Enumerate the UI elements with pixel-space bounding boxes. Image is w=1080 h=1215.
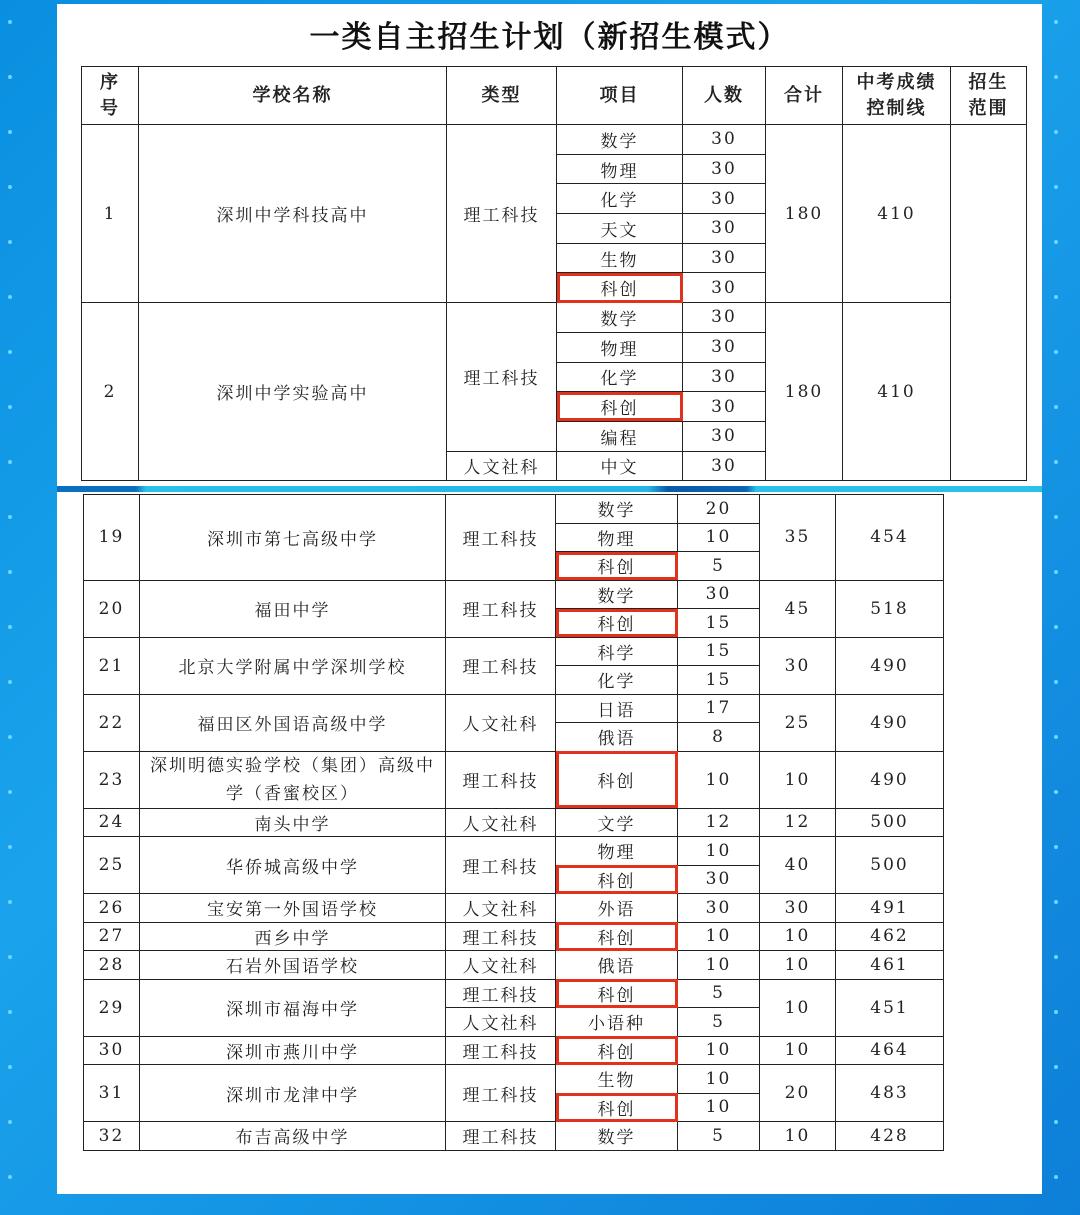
count-cell: 30 bbox=[683, 451, 766, 481]
item-cell: 科创 bbox=[556, 979, 678, 1008]
decorative-dot bbox=[1054, 955, 1058, 959]
decorative-dot bbox=[8, 185, 12, 189]
decorative-dot bbox=[1054, 570, 1058, 574]
decorative-dot bbox=[8, 955, 12, 959]
decorative-dot bbox=[1054, 1120, 1058, 1124]
decorative-dot bbox=[1054, 460, 1058, 464]
school-name-cell: 华侨城高级中学 bbox=[140, 837, 446, 894]
table-row bbox=[84, 1122, 944, 1151]
decorative-dot bbox=[8, 845, 12, 849]
school-name-cell: 西乡中学 bbox=[140, 922, 446, 951]
total-cell: 30 bbox=[760, 894, 836, 923]
decorative-dot bbox=[1054, 75, 1058, 79]
header-type: 类型 bbox=[447, 67, 557, 125]
count-cell: 20 bbox=[678, 495, 760, 524]
score-cell: 490 bbox=[836, 637, 944, 694]
table-row bbox=[82, 303, 1027, 333]
total-cell: 10 bbox=[760, 979, 836, 1036]
seq-cell: 19 bbox=[84, 495, 140, 581]
count-cell: 12 bbox=[678, 808, 760, 837]
decorative-dots-right bbox=[1054, 0, 1068, 1215]
type-cell: 理工科技 bbox=[446, 1122, 556, 1151]
item-cell: 科创 bbox=[557, 392, 683, 422]
table-body-bottom bbox=[84, 495, 944, 1151]
item-cell: 小语种 bbox=[556, 1008, 678, 1037]
header-seq: 序号 bbox=[82, 67, 139, 125]
seq-cell: 1 bbox=[82, 125, 139, 303]
count-cell: 10 bbox=[678, 1093, 760, 1122]
score-cell: 500 bbox=[836, 837, 944, 894]
decorative-dot bbox=[8, 625, 12, 629]
seq-cell: 20 bbox=[84, 580, 140, 637]
decorative-dot bbox=[8, 75, 12, 79]
score-cell: 454 bbox=[836, 495, 944, 581]
score-cell: 428 bbox=[836, 1122, 944, 1151]
decorative-dot bbox=[8, 240, 12, 244]
total-cell: 45 bbox=[760, 580, 836, 637]
item-cell: 中文 bbox=[557, 451, 683, 481]
item-cell: 日语 bbox=[556, 694, 678, 723]
seq-cell: 24 bbox=[84, 808, 140, 837]
header-score: 中考成绩控制线 bbox=[843, 67, 951, 125]
count-cell: 30 bbox=[683, 303, 766, 333]
item-cell: 数学 bbox=[556, 495, 678, 524]
table-header-row bbox=[82, 67, 1027, 125]
score-cell: 461 bbox=[836, 951, 944, 980]
item-cell: 数学 bbox=[556, 1122, 678, 1151]
school-name-cell: 北京大学附属中学深圳学校 bbox=[140, 637, 446, 694]
school-name-cell: 南头中学 bbox=[140, 808, 446, 837]
school-name-cell: 福田区外国语高级中学 bbox=[140, 694, 446, 751]
count-cell: 5 bbox=[678, 552, 760, 581]
total-cell: 35 bbox=[760, 495, 836, 581]
header-count: 人数 bbox=[683, 67, 766, 125]
decorative-dots-left bbox=[8, 0, 22, 1215]
decorative-dot bbox=[8, 1010, 12, 1014]
table-row bbox=[84, 637, 944, 666]
school-name-cell: 深圳中学实验高中 bbox=[139, 303, 447, 481]
table-row bbox=[84, 694, 944, 723]
header-item: 项目 bbox=[557, 67, 683, 125]
count-cell: 15 bbox=[678, 637, 760, 666]
header-school: 学校名称 bbox=[139, 67, 447, 125]
seq-cell: 32 bbox=[84, 1122, 140, 1151]
item-cell: 天文 bbox=[557, 214, 683, 244]
decorative-dot bbox=[8, 790, 12, 794]
decorative-dot bbox=[8, 735, 12, 739]
decorative-dot bbox=[8, 680, 12, 684]
decorative-dot bbox=[1054, 735, 1058, 739]
seq-cell: 2 bbox=[82, 303, 139, 481]
decorative-dot bbox=[1054, 790, 1058, 794]
decorative-dot bbox=[8, 460, 12, 464]
seq-cell: 25 bbox=[84, 837, 140, 894]
item-cell: 数学 bbox=[556, 580, 678, 609]
type-cell: 理工科技 bbox=[446, 1065, 556, 1122]
count-cell: 8 bbox=[678, 723, 760, 752]
school-name-cell: 深圳市福海中学 bbox=[140, 979, 446, 1036]
count-cell: 30 bbox=[683, 332, 766, 362]
count-cell: 30 bbox=[678, 894, 760, 923]
table-row bbox=[84, 808, 944, 837]
decorative-dot bbox=[1054, 845, 1058, 849]
school-name-cell: 宝安第一外国语学校 bbox=[140, 894, 446, 923]
table-row bbox=[84, 979, 944, 1008]
score-cell: 410 bbox=[843, 303, 951, 481]
seq-cell: 22 bbox=[84, 694, 140, 751]
item-cell: 科创 bbox=[556, 609, 678, 638]
item-cell: 科学 bbox=[556, 637, 678, 666]
table-body-top bbox=[82, 125, 1027, 481]
decorative-dot bbox=[1054, 1010, 1058, 1014]
decorative-dot bbox=[1054, 130, 1058, 134]
count-cell: 30 bbox=[683, 125, 766, 155]
seq-cell: 29 bbox=[84, 979, 140, 1036]
score-cell: 451 bbox=[836, 979, 944, 1036]
score-cell: 462 bbox=[836, 922, 944, 951]
total-cell: 10 bbox=[760, 951, 836, 980]
item-cell: 数学 bbox=[557, 125, 683, 155]
school-name-cell: 深圳市龙津中学 bbox=[140, 1065, 446, 1122]
score-cell: 490 bbox=[836, 694, 944, 751]
panel-separator bbox=[57, 486, 1042, 492]
item-cell: 科创 bbox=[556, 751, 678, 808]
item-cell: 物理 bbox=[557, 154, 683, 184]
item-cell: 科创 bbox=[556, 552, 678, 581]
count-cell: 5 bbox=[678, 979, 760, 1008]
decorative-dot bbox=[8, 900, 12, 904]
count-cell: 30 bbox=[683, 392, 766, 422]
count-cell: 30 bbox=[683, 154, 766, 184]
count-cell: 30 bbox=[683, 421, 766, 451]
count-cell: 10 bbox=[678, 837, 760, 866]
school-name-cell: 深圳中学科技高中 bbox=[139, 125, 447, 303]
decorative-dot bbox=[1054, 1175, 1058, 1179]
type-cell: 理工科技 bbox=[447, 303, 557, 451]
count-cell: 30 bbox=[683, 362, 766, 392]
score-cell: 464 bbox=[836, 1036, 944, 1065]
total-cell: 180 bbox=[766, 125, 843, 303]
score-cell: 410 bbox=[843, 125, 951, 303]
total-cell: 25 bbox=[760, 694, 836, 751]
decorative-dot bbox=[1054, 680, 1058, 684]
score-cell: 483 bbox=[836, 1065, 944, 1122]
range-cell bbox=[951, 125, 1027, 481]
table-row bbox=[84, 1036, 944, 1065]
score-cell: 500 bbox=[836, 808, 944, 837]
type-cell: 人文社科 bbox=[446, 1008, 556, 1037]
decorative-dot bbox=[1054, 185, 1058, 189]
total-cell: 30 bbox=[760, 637, 836, 694]
item-cell: 物理 bbox=[556, 523, 678, 552]
count-cell: 10 bbox=[678, 751, 760, 808]
decorative-dot bbox=[1054, 240, 1058, 244]
count-cell: 5 bbox=[678, 1008, 760, 1037]
decorative-dot bbox=[8, 405, 12, 409]
total-cell: 12 bbox=[760, 808, 836, 837]
count-cell: 15 bbox=[678, 609, 760, 638]
table-row bbox=[84, 495, 944, 524]
seq-cell: 26 bbox=[84, 894, 140, 923]
seq-cell: 27 bbox=[84, 922, 140, 951]
decorative-dot bbox=[1054, 1065, 1058, 1069]
count-cell: 30 bbox=[683, 184, 766, 214]
type-cell: 人文社科 bbox=[446, 694, 556, 751]
decorative-dot bbox=[8, 130, 12, 134]
count-cell: 17 bbox=[678, 694, 760, 723]
item-cell: 化学 bbox=[557, 184, 683, 214]
type-cell: 人文社科 bbox=[446, 894, 556, 923]
decorative-dot bbox=[1054, 405, 1058, 409]
type-cell: 理工科技 bbox=[446, 922, 556, 951]
decorative-dot bbox=[8, 1175, 12, 1179]
item-cell: 数学 bbox=[557, 303, 683, 333]
school-name-cell: 布吉高级中学 bbox=[140, 1122, 446, 1151]
item-cell: 物理 bbox=[557, 332, 683, 362]
type-cell: 理工科技 bbox=[446, 837, 556, 894]
count-cell: 10 bbox=[678, 1036, 760, 1065]
decorative-dot bbox=[1054, 350, 1058, 354]
item-cell: 文学 bbox=[556, 808, 678, 837]
school-name-cell: 深圳市燕川中学 bbox=[140, 1036, 446, 1065]
item-cell: 科创 bbox=[556, 1093, 678, 1122]
total-cell: 20 bbox=[760, 1065, 836, 1122]
score-cell: 490 bbox=[836, 751, 944, 808]
enrollment-table-bottom bbox=[83, 494, 944, 1151]
total-cell: 10 bbox=[760, 1122, 836, 1151]
decorative-dot bbox=[1054, 625, 1058, 629]
item-cell: 生物 bbox=[556, 1065, 678, 1094]
table-row bbox=[84, 837, 944, 866]
item-cell: 科创 bbox=[556, 1036, 678, 1065]
count-cell: 30 bbox=[683, 214, 766, 244]
score-cell: 491 bbox=[836, 894, 944, 923]
count-cell: 10 bbox=[678, 922, 760, 951]
type-cell: 理工科技 bbox=[446, 580, 556, 637]
header-total: 合计 bbox=[766, 67, 843, 125]
decorative-dot bbox=[1054, 295, 1058, 299]
count-cell: 10 bbox=[678, 1065, 760, 1094]
seq-cell: 30 bbox=[84, 1036, 140, 1065]
seq-cell: 21 bbox=[84, 637, 140, 694]
table-row bbox=[84, 951, 944, 980]
total-cell: 10 bbox=[760, 751, 836, 808]
item-cell: 物理 bbox=[556, 837, 678, 866]
item-cell: 生物 bbox=[557, 243, 683, 273]
decorative-dot bbox=[8, 515, 12, 519]
decorative-dot bbox=[8, 570, 12, 574]
item-cell: 俄语 bbox=[556, 951, 678, 980]
item-cell: 科创 bbox=[556, 865, 678, 894]
total-cell: 180 bbox=[766, 303, 843, 481]
decorative-dot bbox=[1054, 900, 1058, 904]
count-cell: 15 bbox=[678, 666, 760, 695]
type-cell: 人文社科 bbox=[446, 951, 556, 980]
count-cell: 30 bbox=[678, 580, 760, 609]
table-row bbox=[82, 125, 1027, 155]
decorative-dot bbox=[8, 20, 12, 24]
table-row bbox=[84, 1065, 944, 1094]
type-cell: 理工科技 bbox=[446, 1036, 556, 1065]
item-cell: 外语 bbox=[556, 894, 678, 923]
count-cell: 30 bbox=[683, 243, 766, 273]
count-cell: 30 bbox=[678, 865, 760, 894]
seq-cell: 23 bbox=[84, 751, 140, 808]
type-cell: 人文社科 bbox=[447, 451, 557, 481]
table-row bbox=[84, 922, 944, 951]
type-cell: 理工科技 bbox=[446, 637, 556, 694]
enrollment-table-top bbox=[81, 66, 1027, 481]
decorative-dot bbox=[1054, 515, 1058, 519]
type-cell: 人文社科 bbox=[446, 808, 556, 837]
item-cell: 科创 bbox=[557, 273, 683, 303]
total-cell: 10 bbox=[760, 922, 836, 951]
header-range: 招生范围 bbox=[951, 67, 1027, 125]
total-cell: 40 bbox=[760, 837, 836, 894]
seq-cell: 31 bbox=[84, 1065, 140, 1122]
school-name-cell: 石岩外国语学校 bbox=[140, 951, 446, 980]
item-cell: 俄语 bbox=[556, 723, 678, 752]
type-cell: 理工科技 bbox=[446, 495, 556, 581]
table-row bbox=[84, 580, 944, 609]
decorative-dot bbox=[8, 350, 12, 354]
count-cell: 10 bbox=[678, 951, 760, 980]
count-cell: 30 bbox=[683, 273, 766, 303]
count-cell: 10 bbox=[678, 523, 760, 552]
item-cell: 化学 bbox=[556, 666, 678, 695]
school-name-cell: 福田中学 bbox=[140, 580, 446, 637]
item-cell: 化学 bbox=[557, 362, 683, 392]
seq-cell: 28 bbox=[84, 951, 140, 980]
item-cell: 编程 bbox=[557, 421, 683, 451]
count-cell: 5 bbox=[678, 1122, 760, 1151]
score-cell: 518 bbox=[836, 580, 944, 637]
page-title: 一类自主招生计划（新招生模式） bbox=[309, 20, 790, 55]
type-cell: 理工科技 bbox=[447, 125, 557, 303]
decorative-dot bbox=[8, 1065, 12, 1069]
school-name-cell: 深圳明德实验学校（集团）高级中学（香蜜校区） bbox=[140, 751, 446, 808]
type-cell: 理工科技 bbox=[446, 751, 556, 808]
decorative-dot bbox=[8, 295, 12, 299]
decorative-dot bbox=[8, 1120, 12, 1124]
decorative-dot bbox=[1054, 20, 1058, 24]
table-row bbox=[84, 894, 944, 923]
type-cell: 理工科技 bbox=[446, 979, 556, 1008]
item-cell: 科创 bbox=[556, 922, 678, 951]
table-row bbox=[84, 751, 944, 808]
school-name-cell: 深圳市第七高级中学 bbox=[140, 495, 446, 581]
total-cell: 10 bbox=[760, 1036, 836, 1065]
